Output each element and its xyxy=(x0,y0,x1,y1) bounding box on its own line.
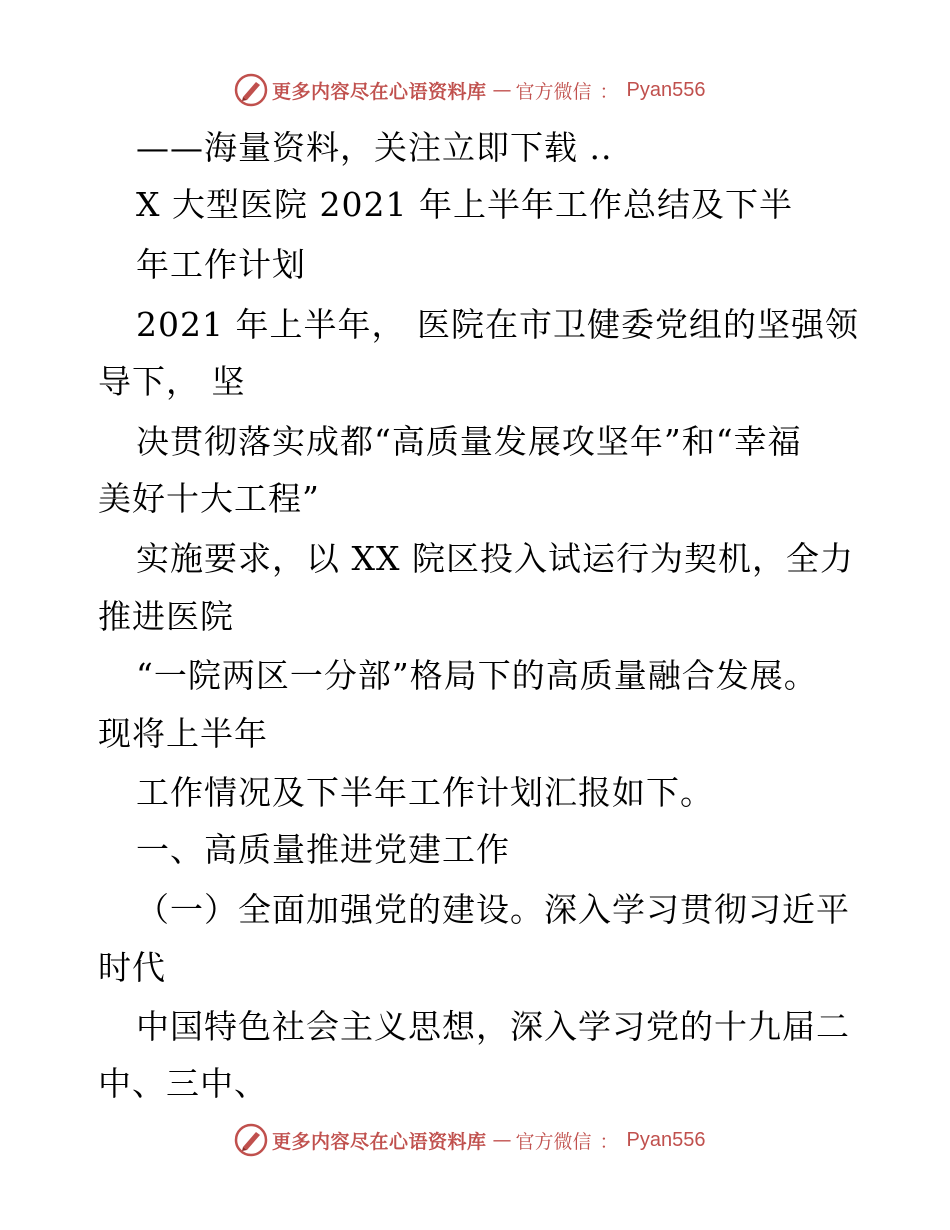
watermark-colon: ： xyxy=(599,80,619,103)
document-title-line-1: X 大型医院 2021 年上半年工作总结及下半 xyxy=(136,185,793,224)
text-line: ——海量资料，关注立即下载 .. xyxy=(136,128,613,167)
watermark-footer xyxy=(234,1122,706,1158)
watermark-separator: — xyxy=(492,79,512,101)
text-line: 推进医院 xyxy=(98,597,234,636)
section-heading: 一、高质量推进党建工作 xyxy=(136,830,510,869)
text-line: “一院两区一分部”格局下的高质量融合发展。 xyxy=(136,656,818,695)
text-line: 2021 年上半年， 医院在市卫健委党组的坚强领 xyxy=(136,305,859,344)
watermark-header xyxy=(234,72,706,108)
text-line: 实施要求，以 XX 院区投入试运行为契机，全力 xyxy=(136,539,854,578)
pen-logo-icon xyxy=(234,73,268,107)
text-line: 工作情况及下半年工作计划汇报如下。 xyxy=(136,773,714,812)
watermark-brand: 更多内容尽在心语资料库 xyxy=(272,80,487,103)
watermark-separator: — xyxy=(492,1129,512,1151)
watermark-wechat-id: Pyan556 xyxy=(626,78,706,101)
text-line: 中国特色社会主义思想，深入学习党的十九届二 xyxy=(136,1007,850,1046)
watermark-colon: ： xyxy=(599,1130,619,1153)
watermark-label: 官方微信 xyxy=(515,80,592,103)
watermark-label: 官方微信 xyxy=(515,1130,592,1153)
text-line: 时代 xyxy=(98,948,166,987)
document-title-line-2: 年工作计划 xyxy=(136,245,306,284)
watermark-brand: 更多内容尽在心语资料库 xyxy=(272,1130,487,1153)
text-line: 导下， 坚 xyxy=(98,362,246,401)
text-line: 现将上半年 xyxy=(98,714,268,753)
text-line: 美好十大工程” xyxy=(98,479,320,518)
text-line: 中、三中、 xyxy=(98,1064,268,1103)
pen-logo-icon xyxy=(234,1123,268,1157)
text-line: （一）全面加强党的建设。深入学习贯彻习近平 xyxy=(136,890,850,929)
text-line: 决贯彻落实成都“高质量发展攻坚年”和“幸福 xyxy=(136,422,802,461)
watermark-wechat-id: Pyan556 xyxy=(626,1128,706,1151)
